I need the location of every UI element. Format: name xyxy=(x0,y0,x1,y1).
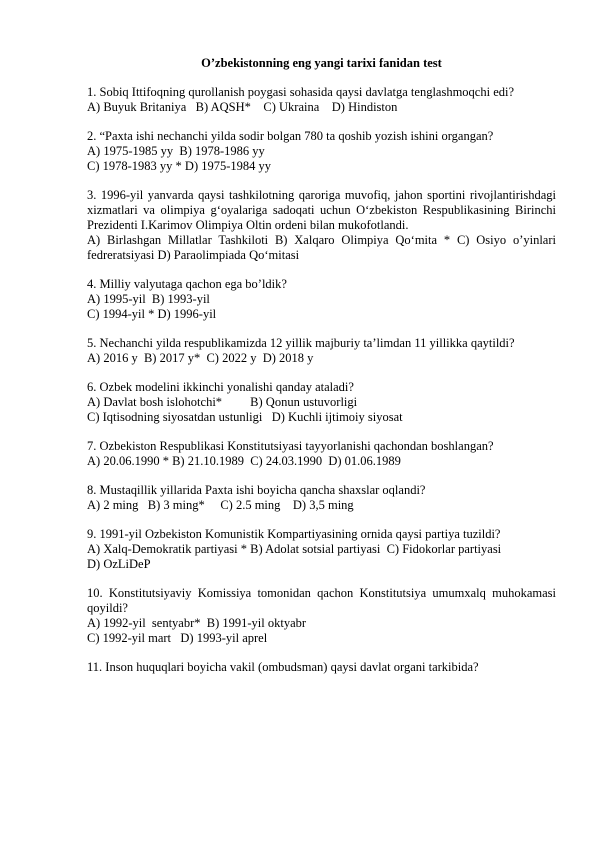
answer-options: A) 2 ming B) 3 ming* C) 2.5 ming D) 3,5 ming xyxy=(87,498,354,512)
question-text: 2. “Paxta ishi nechanchi yilda sodir bolgan 780 ta qoshib yozish ishini organgan? xyxy=(87,129,494,143)
question-5 xyxy=(87,336,556,366)
question-text: 7. Ozbekiston Respublikasi Konstitutsiyasi tayyorlanishi qachondan boshlangan? xyxy=(87,439,494,453)
answer-options: C) 1994-yil * D) 1996-yil xyxy=(87,307,217,321)
question-8 xyxy=(87,483,556,513)
answer-options: A) 1995-yil B) 1993-yil xyxy=(87,292,210,306)
question-text: 5. Nechanchi yilda respublikamizda 12 yillik majburiy ta’limdan 11 yillikka qaytildi? xyxy=(87,336,515,350)
document-title: O’zbekistonning eng yangi tarixi fanidan test xyxy=(201,56,442,70)
question-text: 10. Konstitutsiyaviy Komissiya tomonidan qachon Konstitutsiya umumxalq muhokamasi qoyildi? xyxy=(87,586,556,615)
question-4 xyxy=(87,277,556,322)
question-text: 9. 1991-yil Ozbekiston Komunistik Kompartiyasining ornida qaysi partiya tuzildi? xyxy=(87,527,501,541)
answer-options: C) 1978-1983 yy * D) 1975-1984 yy xyxy=(87,159,272,173)
question-2 xyxy=(87,129,556,174)
question-text: 4. Milliy valyutaga qachon ega bo’ldik? xyxy=(87,277,287,291)
question-text: 11. Inson huquqlari boyicha vakil (ombudsman) qaysi davlat organi tarkibida? xyxy=(87,660,479,674)
answer-options: A) 20.06.1990 * B) 21.10.1989 C) 24.03.1990 D) 01.06.1989 xyxy=(87,454,401,468)
question-10 xyxy=(87,586,556,646)
answer-options: D) OzLiDeP xyxy=(87,557,151,571)
answer-options: C) Iqtisodning siyosatdan ustunligi D) Kuchli ijtimoiy siyosat xyxy=(87,410,403,424)
question-text: 1. Sobiq Ittifoqning qurollanish poygasi sohasida qaysi davlatga tenglashmoqchi edi? xyxy=(87,85,515,99)
question-7 xyxy=(87,439,556,469)
question-3 xyxy=(87,188,556,263)
answer-options: C) 1992-yil mart D) 1993-yil aprel xyxy=(87,631,268,645)
question-text: 6. Ozbek modelini ikkinchi yonalishi qanday ataladi? xyxy=(87,380,354,394)
question-1 xyxy=(87,85,556,115)
answer-options: A) Buyuk Britaniya B) AQSH* C) Ukraina D) Hindiston xyxy=(87,100,398,114)
answer-options: A) Xalq-Demokratik partiyasi * B) Adolat sotsial partiyasi C) Fidokorlar partiyasi xyxy=(87,542,502,556)
answer-options: A) 1992-yil sentyabr* B) 1991-yil oktyabr xyxy=(87,616,307,630)
answer-options: A) Birlashgan Millatlar Tashkiloti B) Xalqaro Olimpiya Qo‘mita * C) Osiyo o’yinlari fedreratsiyasi D) Paraolimpiada Qo‘mitasi xyxy=(87,233,556,262)
question-text: 8. Mustaqillik yillarida Paxta ishi boyicha qancha shaxslar oqlandi? xyxy=(87,483,426,497)
answer-options: A) 1975-1985 yy B) 1978-1986 yy xyxy=(87,144,265,158)
question-11 xyxy=(87,660,556,675)
question-6 xyxy=(87,380,556,425)
question-text: 3. 1996-yil yanvarda qaysi tashkilotning qaroriga muvofiq, jahon sportini rivojlantirishdagi xizmatlari va olimpiya g‘oyalariga sadoqati uchun O‘zbekiston Respublikasining Birinchi Prezidenti I.Karimov Olimpiya Oltin ordeni bilan mukofotlandi. xyxy=(87,188,556,232)
answer-options: A) Davlat bosh islohotchi* B) Qonun ustuvorligi xyxy=(87,395,358,409)
question-9 xyxy=(87,527,556,572)
answer-options: A) 2016 y B) 2017 y* C) 2022 y D) 2018 y xyxy=(87,351,314,365)
